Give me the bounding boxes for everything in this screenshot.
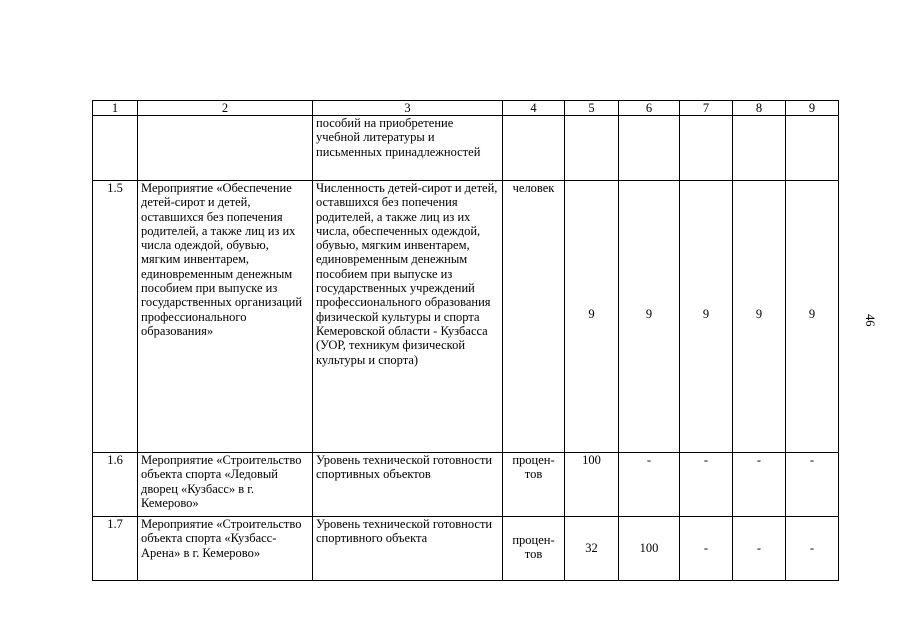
value-cell: 9: [733, 181, 786, 453]
indicator-cell: Уровень технической готовности спортивного объекта: [313, 517, 503, 581]
indicator-cell: Уровень технической готовности спортивных объектов: [313, 453, 503, 517]
header-cell: 3: [313, 101, 503, 116]
value-cell: 100: [619, 517, 680, 581]
unit-cell: процен-тов: [503, 453, 565, 517]
value-cell: [619, 116, 680, 181]
unit-cell: [503, 116, 565, 181]
value-cell: 32: [565, 517, 619, 581]
data-table: [92, 100, 839, 581]
header-cell: 2: [138, 101, 313, 116]
value-cell: 9: [680, 181, 733, 453]
header-cell: 7: [680, 101, 733, 116]
value-cell: 9: [565, 181, 619, 453]
header-row: [93, 101, 839, 116]
table-row: [93, 517, 839, 581]
header-cell: 1: [93, 101, 138, 116]
value-cell: -: [680, 453, 733, 517]
header-cell: 9: [786, 101, 839, 116]
value-cell: 100: [565, 453, 619, 517]
header-cell: 4: [503, 101, 565, 116]
value-cell: 9: [619, 181, 680, 453]
unit-cell: процен-тов: [503, 517, 565, 581]
table-row: [93, 181, 839, 453]
header-cell: 6: [619, 101, 680, 116]
value-cell: -: [786, 517, 839, 581]
indicator-cell: Численность детей-сирот и детей, оставшихся без попечения родителей, а также лиц из их числа, обеспеченных одеждой, обувью, мягким инвентарем, единовременным денежным пособием при выпуске из государственных учреждений профессионального образования физической культуры и спорта Кемеровской области - Кузбасса (УОР, техникум физической культуры и спорта): [313, 181, 503, 453]
row-number: 1.5: [93, 181, 138, 453]
row-number: [93, 116, 138, 181]
value-cell: 9: [786, 181, 839, 453]
unit-cell: человек: [503, 181, 565, 453]
event-cell: Мероприятие «Обеспечение детей-сирот и детей, оставшихся без попечения родителей, а также лиц из их числа одеждой, обувью, мягким инвентарем, единовременным денежным пособием при выпуске из государственных организаций профессионального образования»: [138, 181, 313, 453]
table-row: [93, 453, 839, 517]
event-cell: [138, 116, 313, 181]
event-cell: Мероприятие «Строительство объекта спорта «Кузбасс-Арена» в г. Кемерово»: [138, 517, 313, 581]
row-number: 1.7: [93, 517, 138, 581]
row-number: 1.6: [93, 453, 138, 517]
value-cell: -: [733, 517, 786, 581]
event-cell: Мероприятие «Строительство объекта спорта «Ледовый дворец «Кузбасс» в г. Кемерово»: [138, 453, 313, 517]
value-cell: -: [619, 453, 680, 517]
value-cell: -: [680, 517, 733, 581]
header-cell: 5: [565, 101, 619, 116]
value-cell: -: [733, 453, 786, 517]
indicator-cell: пособий на приобретение учебной литературы и письменных принадлежностей: [313, 116, 503, 181]
table-row: [93, 116, 839, 181]
header-cell: 8: [733, 101, 786, 116]
value-cell: [680, 116, 733, 181]
value-cell: [733, 116, 786, 181]
value-cell: [786, 116, 839, 181]
page-number: 46: [863, 314, 877, 327]
value-cell: -: [786, 453, 839, 517]
value-cell: [565, 116, 619, 181]
